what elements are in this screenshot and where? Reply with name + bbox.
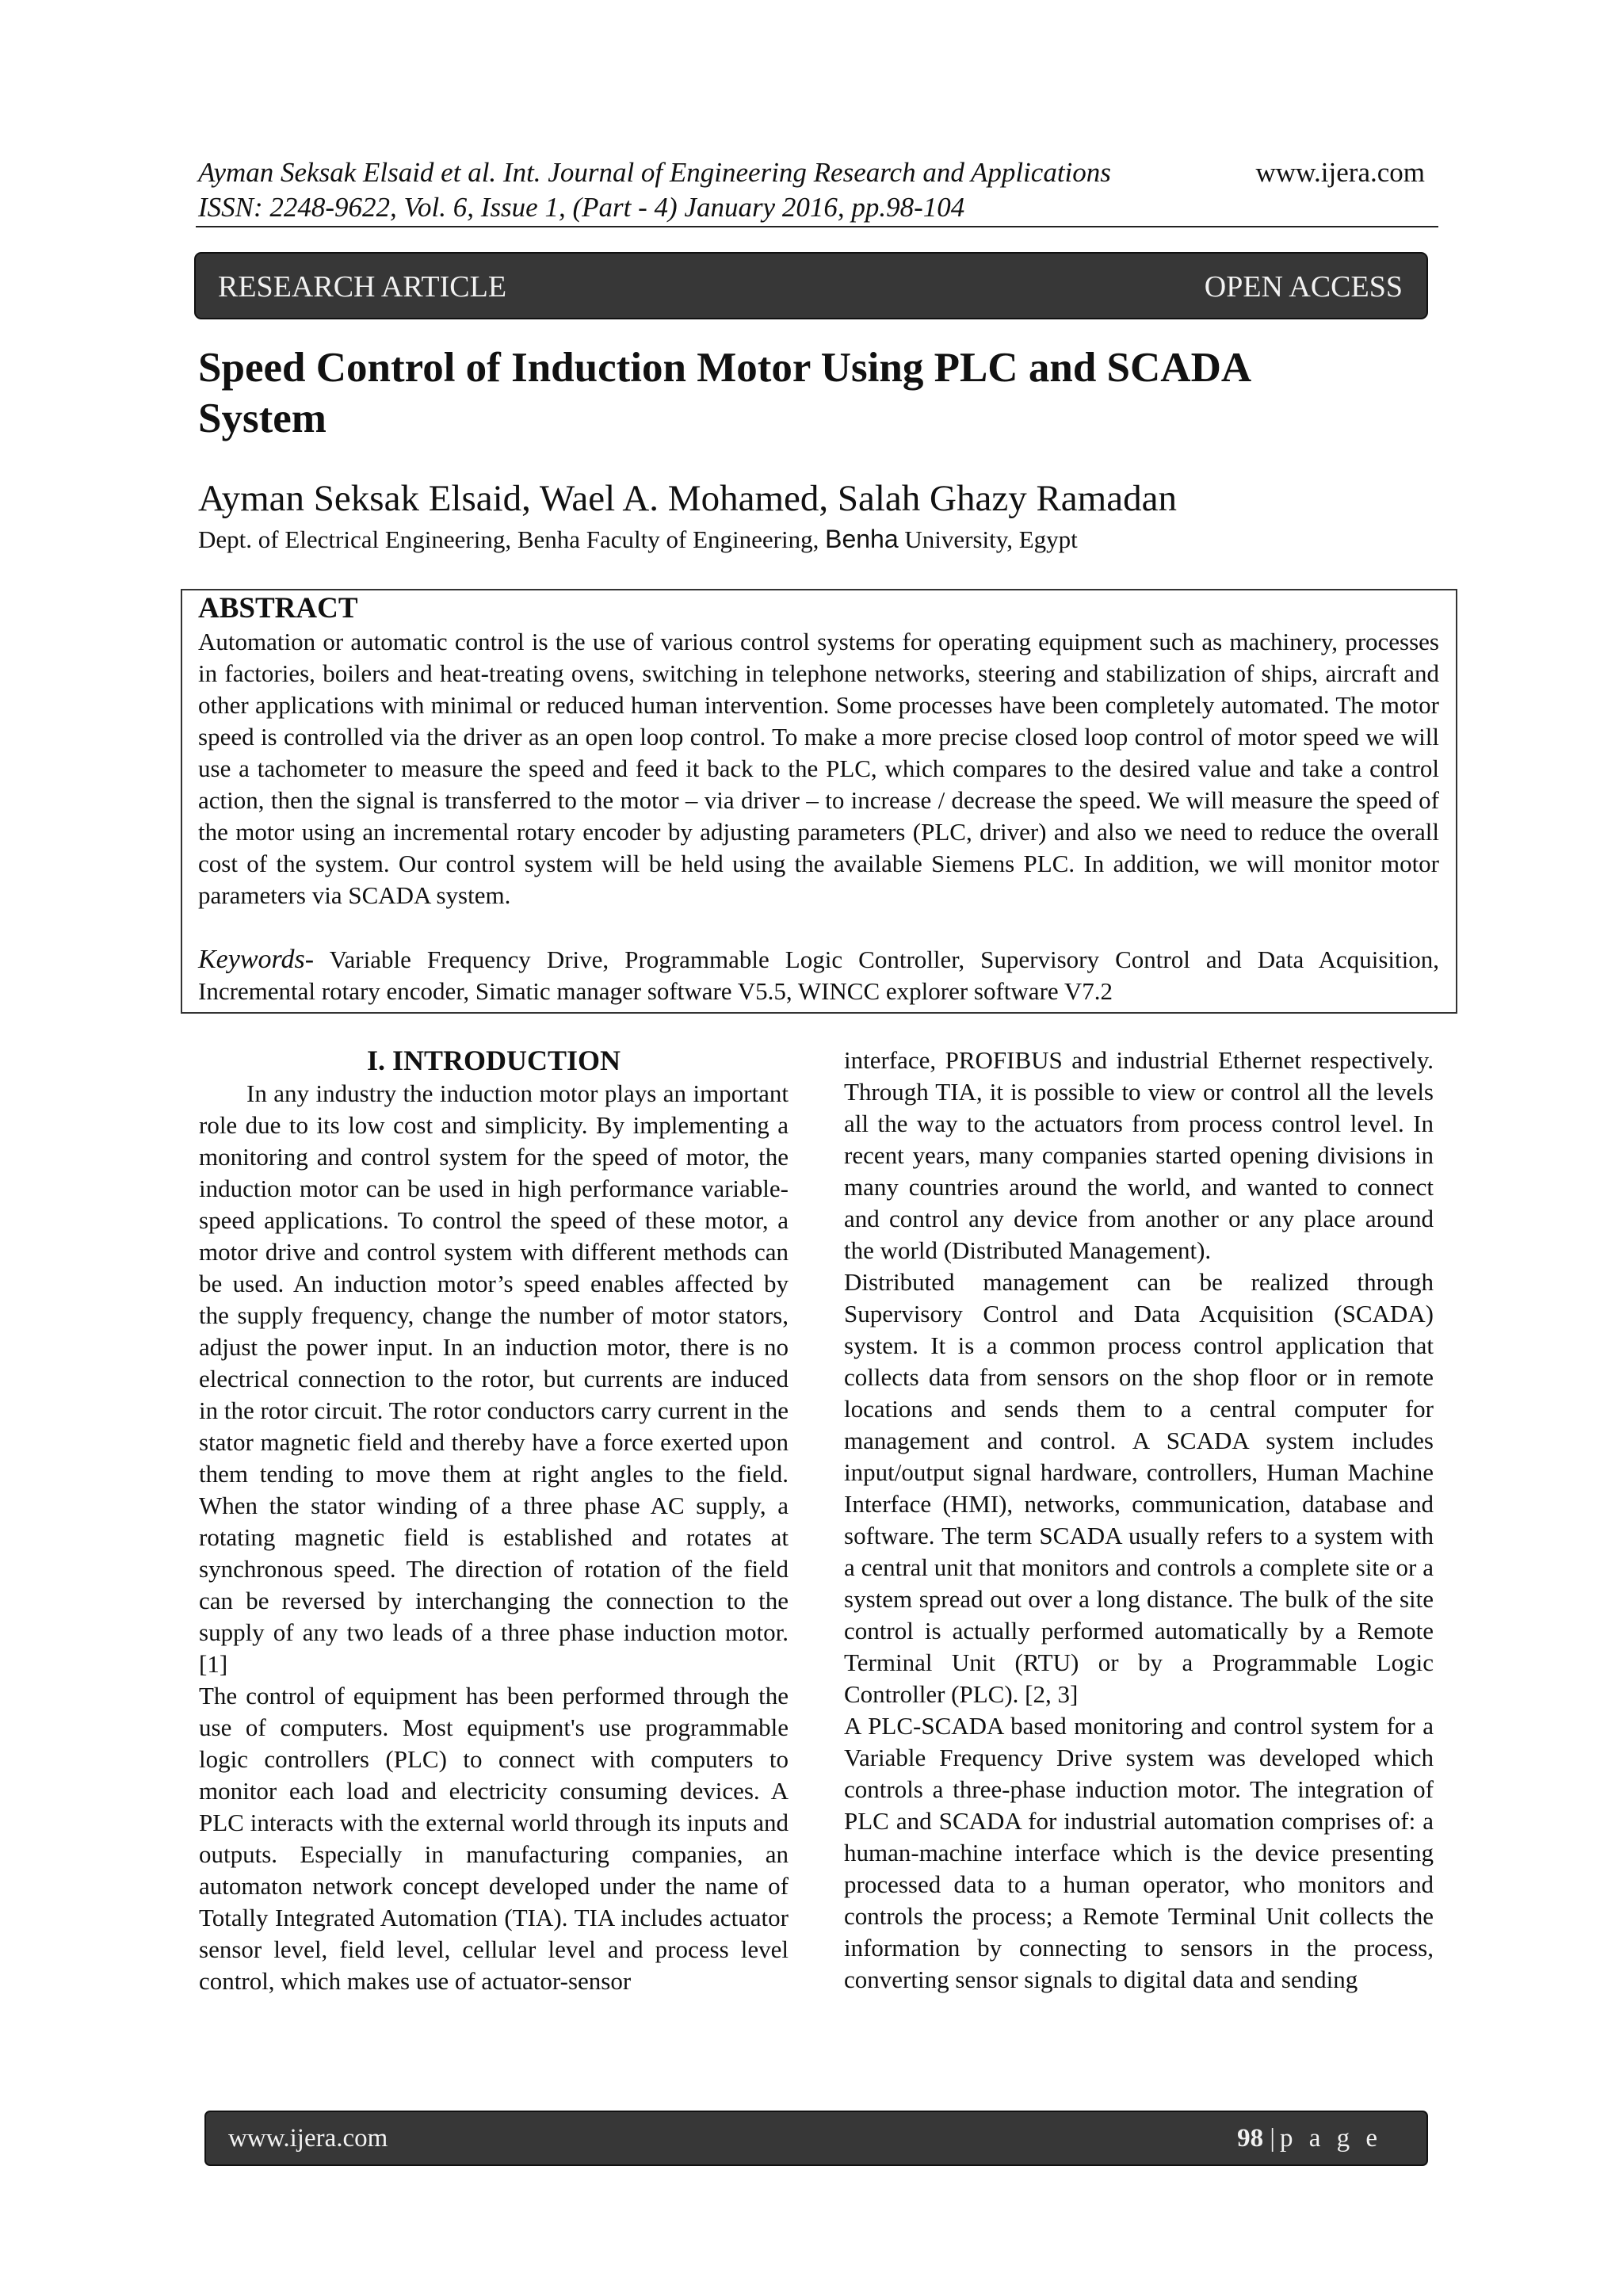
journal-url[interactable]: www.ijera.com — [1255, 157, 1425, 188]
paper-title-line-1: Speed Control of Induction Motor Using PLC and SCADA — [198, 345, 1252, 391]
page-number-value: 98 — [1237, 2124, 1264, 2153]
paper-title-line-2: System — [198, 395, 327, 441]
page-number — [1237, 2122, 1382, 2154]
paper-title — [198, 342, 1434, 444]
header-divider — [196, 226, 1438, 227]
right-column — [844, 1045, 1434, 1996]
paragraph: The control of equipment has been performed through the use of computers. Most equipment's use programmable logic controllers (PLC) to connect with computers to monitor each load and electricity consuming devices. A PLC interacts with the external world through its inputs and outputs. Especially in manufacturing companies, an automaton network concept developed under the name of Totally Integrated Automation (TIA). TIA includes actuator sensor level, field level, cellular level and process level control, which makes use of actuator-sensor — [199, 1682, 789, 1995]
author-list: Ayman Seksak Elsaid, Wael A. Mohamed, Salah Ghazy Ramadan — [198, 478, 1177, 519]
research-article-label: RESEARCH ARTICLE — [218, 270, 507, 304]
open-access-label: OPEN ACCESS — [1204, 270, 1403, 304]
section-heading-introduction: I. INTRODUCTION — [366, 1045, 621, 1076]
paragraph: interface, PROFIBUS and industrial Ethernet respectively. Through TIA, it is possible to view or control all the levels all the way to the actuators from process control level. In recent years, many companies started opening divisions in many countries around the world, and wanted to connect and control any device from another or any place around the world (Distributed Management). — [844, 1046, 1434, 1264]
journal-issn-line: ISSN: 2248-9622, Vol. 6, Issue 1, (Part - 4) January 2016, pp.98-104 — [198, 192, 965, 223]
journal-citation-line: Ayman Seksak Elsaid et al. Int. Journal of Engineering Research and Applications — [198, 157, 1111, 188]
affiliation — [198, 523, 1078, 556]
abstract-text: Automation or automatic control is the use of various control systems for operating equipment such as machinery, processes in factories, boilers and heat-treating ovens, switching in telephone networks, steering and stabilization of ships, aircraft and other applications with minimal or reduced human intervention. Some processes have been completely automated. The motor speed is controlled via the driver as an open loop control. To make a more precise closed loop control of motor speed we will use a tachometer to measure the speed and feed it back to the PLC, which compares to the desired value and take a control action, then the signal is transferred to the motor – via driver – to increase / decrease the speed. We will measure the speed of the motor using an incremental rotary encoder by adjusting parameters (PLC, driver) and also we need to reduce the overall cost of the system. Our control system will be held using the available Siemens PLC. In addition, we will monitor motor parameters via SCADA system. — [198, 628, 1439, 909]
footer-url[interactable]: www.ijera.com — [228, 2124, 388, 2153]
affiliation-city: Benha — [825, 525, 899, 553]
paragraph: Distributed management can be realized through Supervisory Control and Data Acquisition (SCADA) system. It is a common process control application that collects data from sensors on the shop floor or in remote locations and sends them to a central computer for management and control. A SCADA system includes input/output signal hardware, controllers, Human Machine Interface (HMI), networks, communication, database and software. The term SCADA usually refers to a system with a central unit that monitors and controls a complete site or a system spread out over a long distance. The bulk of the site control is actually performed automatically by a Remote Terminal Unit (RTU) or by a Programmable Logic Controller (PLC). [2, 3] — [844, 1268, 1434, 1708]
page-footer — [204, 2111, 1428, 2166]
paragraph: In any industry the induction motor plays an important role due to its low cost and simplicity. By implementing a monitoring and control system for the speed of motor, the induction motor can be used in high performance variable-speed applications. To control the speed of these motor, a motor drive and control system with different methods can be used. An induction motor’s speed enables affected by the supply frequency, change the number of motor stators, adjust the power input. In an induction motor, there is no electrical connection to the rotor, but currents are induced in the rotor circuit. The rotor conductors carry current in the stator magnetic field and thereby have a force exerted upon them tending to move them at right angles to the field. When the stator winding of a three phase AC supply, a rotating magnetic field is established and rotates at synchronous speed. The direction of rotation of the field can be reversed by interchanging the connection to the supply of any two leads of a three phase induction motor. [1] — [199, 1079, 789, 1678]
abstract-heading: ABSTRACT — [198, 592, 358, 625]
article-type-banner — [194, 252, 1428, 319]
keywords-label: Keywords- — [198, 945, 315, 974]
keywords-text: Variable Frequency Drive, Programmable Logic Controller, Supervisory Control and Data Acquisition, Incremental rotary encoder, Simatic manager software V5.5, WINCC explorer software V7.2 — [198, 946, 1439, 1005]
page-label: |p a g e — [1270, 2124, 1382, 2153]
paragraph: A PLC-SCADA based monitoring and control system for a Variable Frequency Drive system was developed which controls a three-phase induction motor. The integration of PLC and SCADA for industrial automation comprises of: a human-machine interface which is the device presenting processed data to a human operator, who monitors and controls the process; a Remote Terminal Unit collects the information by connecting to sensors in the process, converting sensor signals to digital data and sending — [844, 1712, 1434, 1993]
left-column — [199, 1043, 789, 1997]
affiliation-country: University, Egypt — [898, 525, 1078, 553]
affiliation-dept: Dept. of Electrical Engineering, Benha Faculty of Engineering, — [198, 525, 826, 553]
keywords — [198, 944, 1439, 1007]
